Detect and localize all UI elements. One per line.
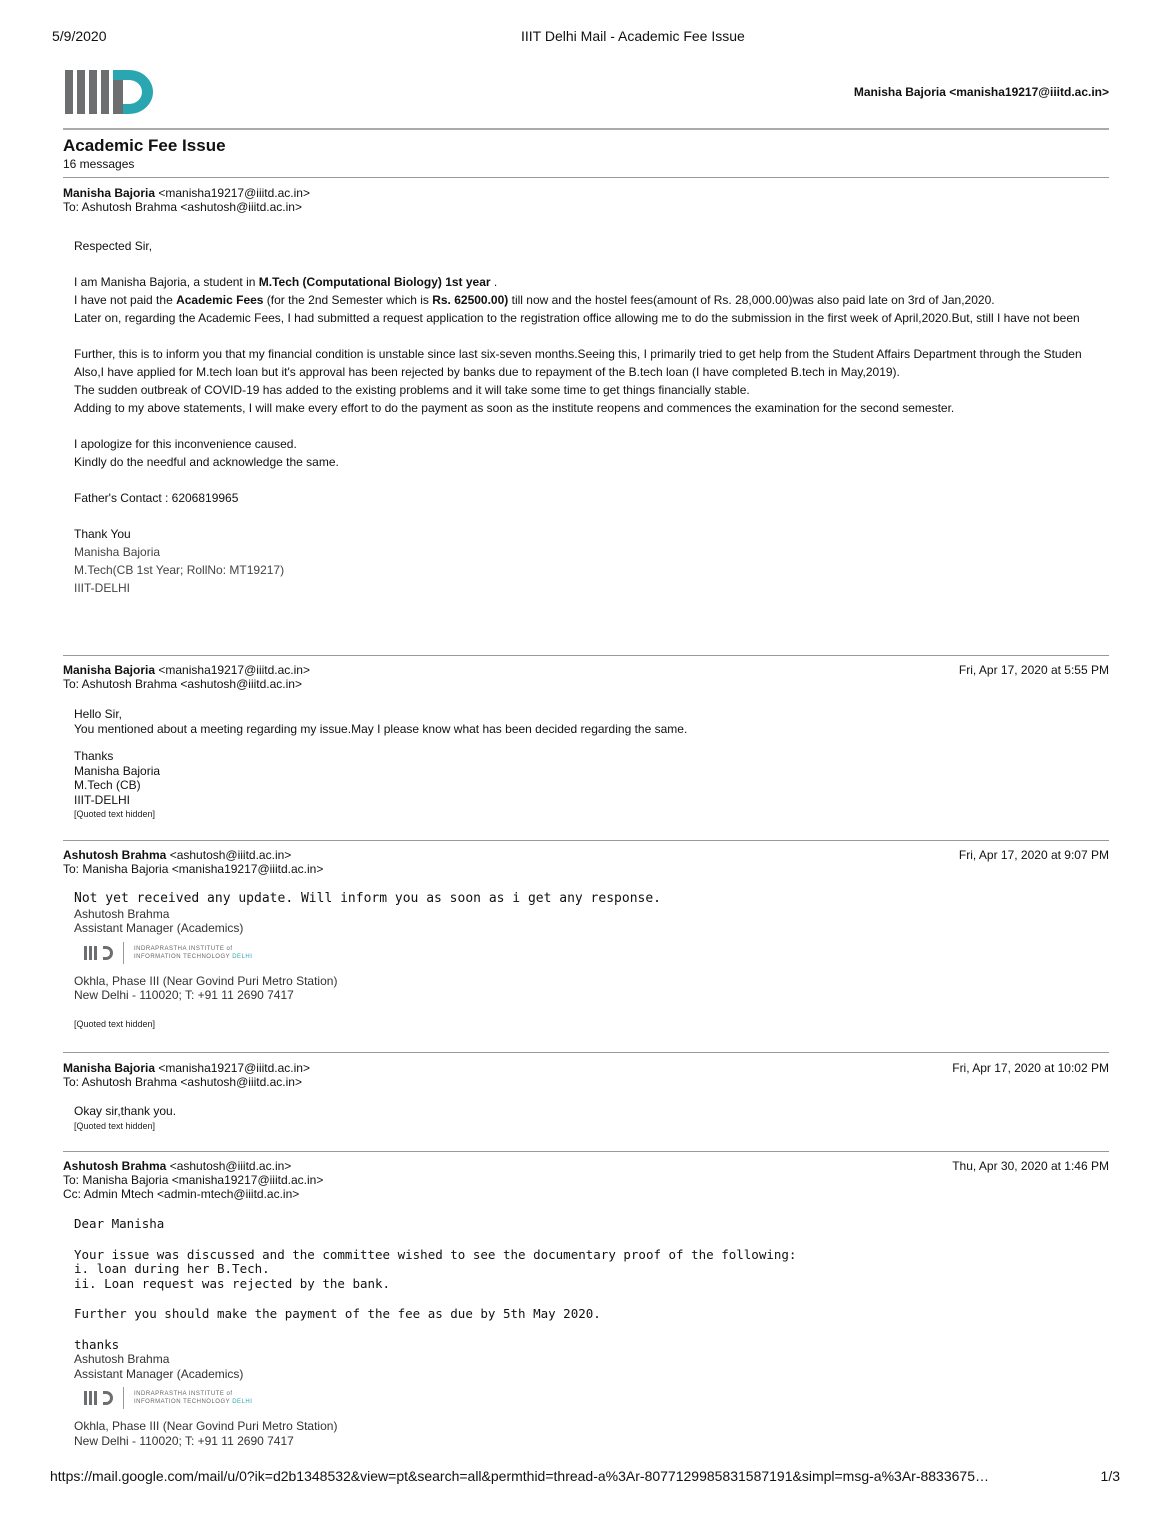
body-line: IIIT-DELHI [74, 581, 131, 595]
body-line: thanks [74, 1336, 120, 1352]
body-line: Your issue was discussed and the committee wished to see the documentary proof of the following: [74, 1246, 797, 1262]
divider [63, 1052, 1109, 1053]
quoted-text-toggle[interactable]: [Quoted text hidden] [74, 1018, 156, 1029]
body-line: Respected Sir, [74, 239, 153, 253]
message-header [63, 848, 323, 876]
account-label: Manisha Bajoria <manisha19217@iiitd.ac.in> [853, 85, 1109, 99]
print-url[interactable]: https://mail.google.com/mail/u/0?ik=d2b1348532&view=pt&search=all&permthid=thread-a%3Ar-8077129985831587191&simpl=msg-a%3Ar-8833675… [50, 1468, 989, 1484]
body-line: Ashutosh Brahma [74, 1352, 170, 1366]
body-line: Assistant Manager (Academics) [74, 1366, 244, 1381]
sender-name: Manisha Bajoria [63, 663, 156, 677]
recipient: To: Manisha Bajoria <manisha19217@iiitd.ac.in> [63, 862, 324, 876]
body-line: Ashutosh Brahma [74, 906, 170, 921]
recipient: To: Ashutosh Brahma <ashutosh@iiitd.ac.in> [63, 200, 302, 214]
quoted-text-toggle[interactable]: [Quoted text hidden] [74, 1120, 156, 1131]
body-line: New Delhi - 110020; T: +91 11 2690 7417 [74, 988, 294, 1002]
sender-email: <manisha19217@iiitd.ac.in> [158, 186, 310, 200]
body-line: Later on, regarding the Academic Fees, I had submitted a request application to the registration office allowing me to do the submission in the first week of April,2020.But, still I have not been [74, 311, 1080, 325]
body-line: I apologize for this inconvenience caused. [74, 437, 297, 451]
iiitd-logo [63, 68, 158, 116]
body-line: Adding to my above statements, I will make every effort to do the payment as soon as the institute reopens and commences the examination for the second semester. [74, 401, 955, 415]
divider [63, 177, 1109, 178]
divider [63, 655, 1109, 656]
sender-email: <ashutosh@iiitd.ac.in> [169, 1159, 292, 1173]
message-header [63, 186, 310, 214]
body-line: Not yet received any update. Will inform you as soon as i get any response. [74, 891, 661, 906]
body-line: Thank You [74, 527, 131, 541]
message-count: 16 messages [63, 157, 135, 171]
message-body [74, 892, 661, 1031]
recipient: To: Ashutosh Brahma <ashutosh@iiitd.ac.in> [63, 677, 302, 691]
signature-logo: INDRAPRASTHA INSTITUTE of INFORMATION TECHNOLOGY DELHI [84, 1387, 796, 1409]
divider [63, 128, 1109, 130]
body-line: I am Manisha Bajoria, a student in M.Tech (Computational Biology) 1st year . [74, 275, 498, 289]
message-body [74, 1104, 176, 1133]
message-header [63, 663, 310, 691]
sender-name: Manisha Bajoria [63, 1061, 156, 1075]
divider [63, 1151, 1109, 1152]
message-body [74, 237, 1082, 597]
print-title: IIIT Delhi Mail - Academic Fee Issue [521, 28, 745, 44]
message-date: Thu, Apr 30, 2020 at 1:46 PM [952, 1159, 1109, 1173]
body-line: IIIT-DELHI [74, 792, 131, 807]
recipient: To: Manisha Bajoria <manisha19217@iiitd.ac.in> [63, 1173, 324, 1187]
message-date: Fri, Apr 17, 2020 at 9:07 PM [958, 848, 1109, 862]
body-line: Manisha Bajoria [74, 763, 161, 778]
body-line: Manisha Bajoria [74, 545, 161, 559]
divider [63, 840, 1109, 841]
body-line: ii. Loan request was rejected by the bank. [74, 1275, 391, 1291]
body-line: i. loan during her B.Tech. [74, 1261, 270, 1276]
message-date: Fri, Apr 17, 2020 at 10:02 PM [952, 1061, 1109, 1075]
signature-logo: INDRAPRASTHA INSTITUTE of INFORMATION TECHNOLOGY DELHI [84, 942, 661, 964]
body-line: I have not paid the Academic Fees (for the 2nd Semester which is Rs. 62500.00) till now and the hostel fees(amount of Rs. 28,000.00)was also paid late on 3rd of Jan,2020. [74, 293, 995, 307]
sender-email: <manisha19217@iiitd.ac.in> [158, 663, 310, 677]
body-line: Okhla, Phase III (Near Govind Puri Metro Station) [74, 973, 338, 988]
sender-email: <manisha19217@iiitd.ac.in> [158, 1061, 310, 1075]
body-line: Thanks [74, 749, 114, 763]
body-line: M.Tech (CB) [74, 778, 141, 792]
page-number: 1/3 [1100, 1468, 1120, 1484]
thread-subject: Academic Fee Issue [63, 136, 226, 155]
sender-name: Manisha Bajoria [63, 186, 156, 200]
cc-recipient: Cc: Admin Mtech <admin-mtech@iiitd.ac.in> [63, 1187, 300, 1201]
body-line: Assistant Manager (Academics) [74, 921, 244, 935]
sender-name: Ashutosh Brahma [63, 848, 167, 862]
body-line: New Delhi - 110020; T: +91 11 2690 7417 [74, 1433, 294, 1448]
message-header [63, 1061, 310, 1089]
body-line: Hello Sir, [74, 707, 123, 721]
message-body [74, 1217, 796, 1448]
body-line: You mentioned about a meeting regarding my issue.May I please know what has been decided regarding the same. [74, 721, 688, 736]
body-line: Further you should make the payment of the fee as due by 5th May 2020. [74, 1306, 601, 1321]
body-line: Kindly do the needful and acknowledge the same. [74, 455, 339, 469]
quoted-text-toggle[interactable]: [Quoted text hidden] [74, 809, 156, 819]
body-line: Okay sir,thank you. [74, 1104, 177, 1118]
message-date: Fri, Apr 17, 2020 at 5:55 PM [958, 663, 1109, 677]
message-header [63, 1159, 323, 1201]
body-line: Father's Contact : 6206819965 [74, 491, 239, 505]
body-line: Dear Manisha [74, 1216, 165, 1231]
recipient: To: Ashutosh Brahma <ashutosh@iiitd.ac.in> [63, 1075, 302, 1089]
body-line: Also,I have applied for M.tech loan but it's approval has been rejected by banks due to repayment of the B.tech loan (I have completed B.tech in May,2019). [74, 365, 900, 379]
body-line: Further, this is to inform you that my financial condition is unstable since last six-seven months.Seeing this, I primarily tried to get help from the Student Affairs Department through the Studen [74, 347, 1082, 361]
message-body [74, 707, 687, 822]
body-line: Okhla, Phase III (Near Govind Puri Metro Station) [74, 1419, 338, 1433]
body-line: M.Tech(CB 1st Year; RollNo: MT19217) [74, 563, 285, 577]
body-line: The sudden outbreak of COVID-19 has added to the existing problems and it will take some time to get things financially stable. [74, 383, 750, 397]
print-date: 5/9/2020 [52, 28, 107, 44]
sender-name: Ashutosh Brahma [63, 1159, 167, 1173]
sender-email: <ashutosh@iiitd.ac.in> [169, 848, 292, 862]
